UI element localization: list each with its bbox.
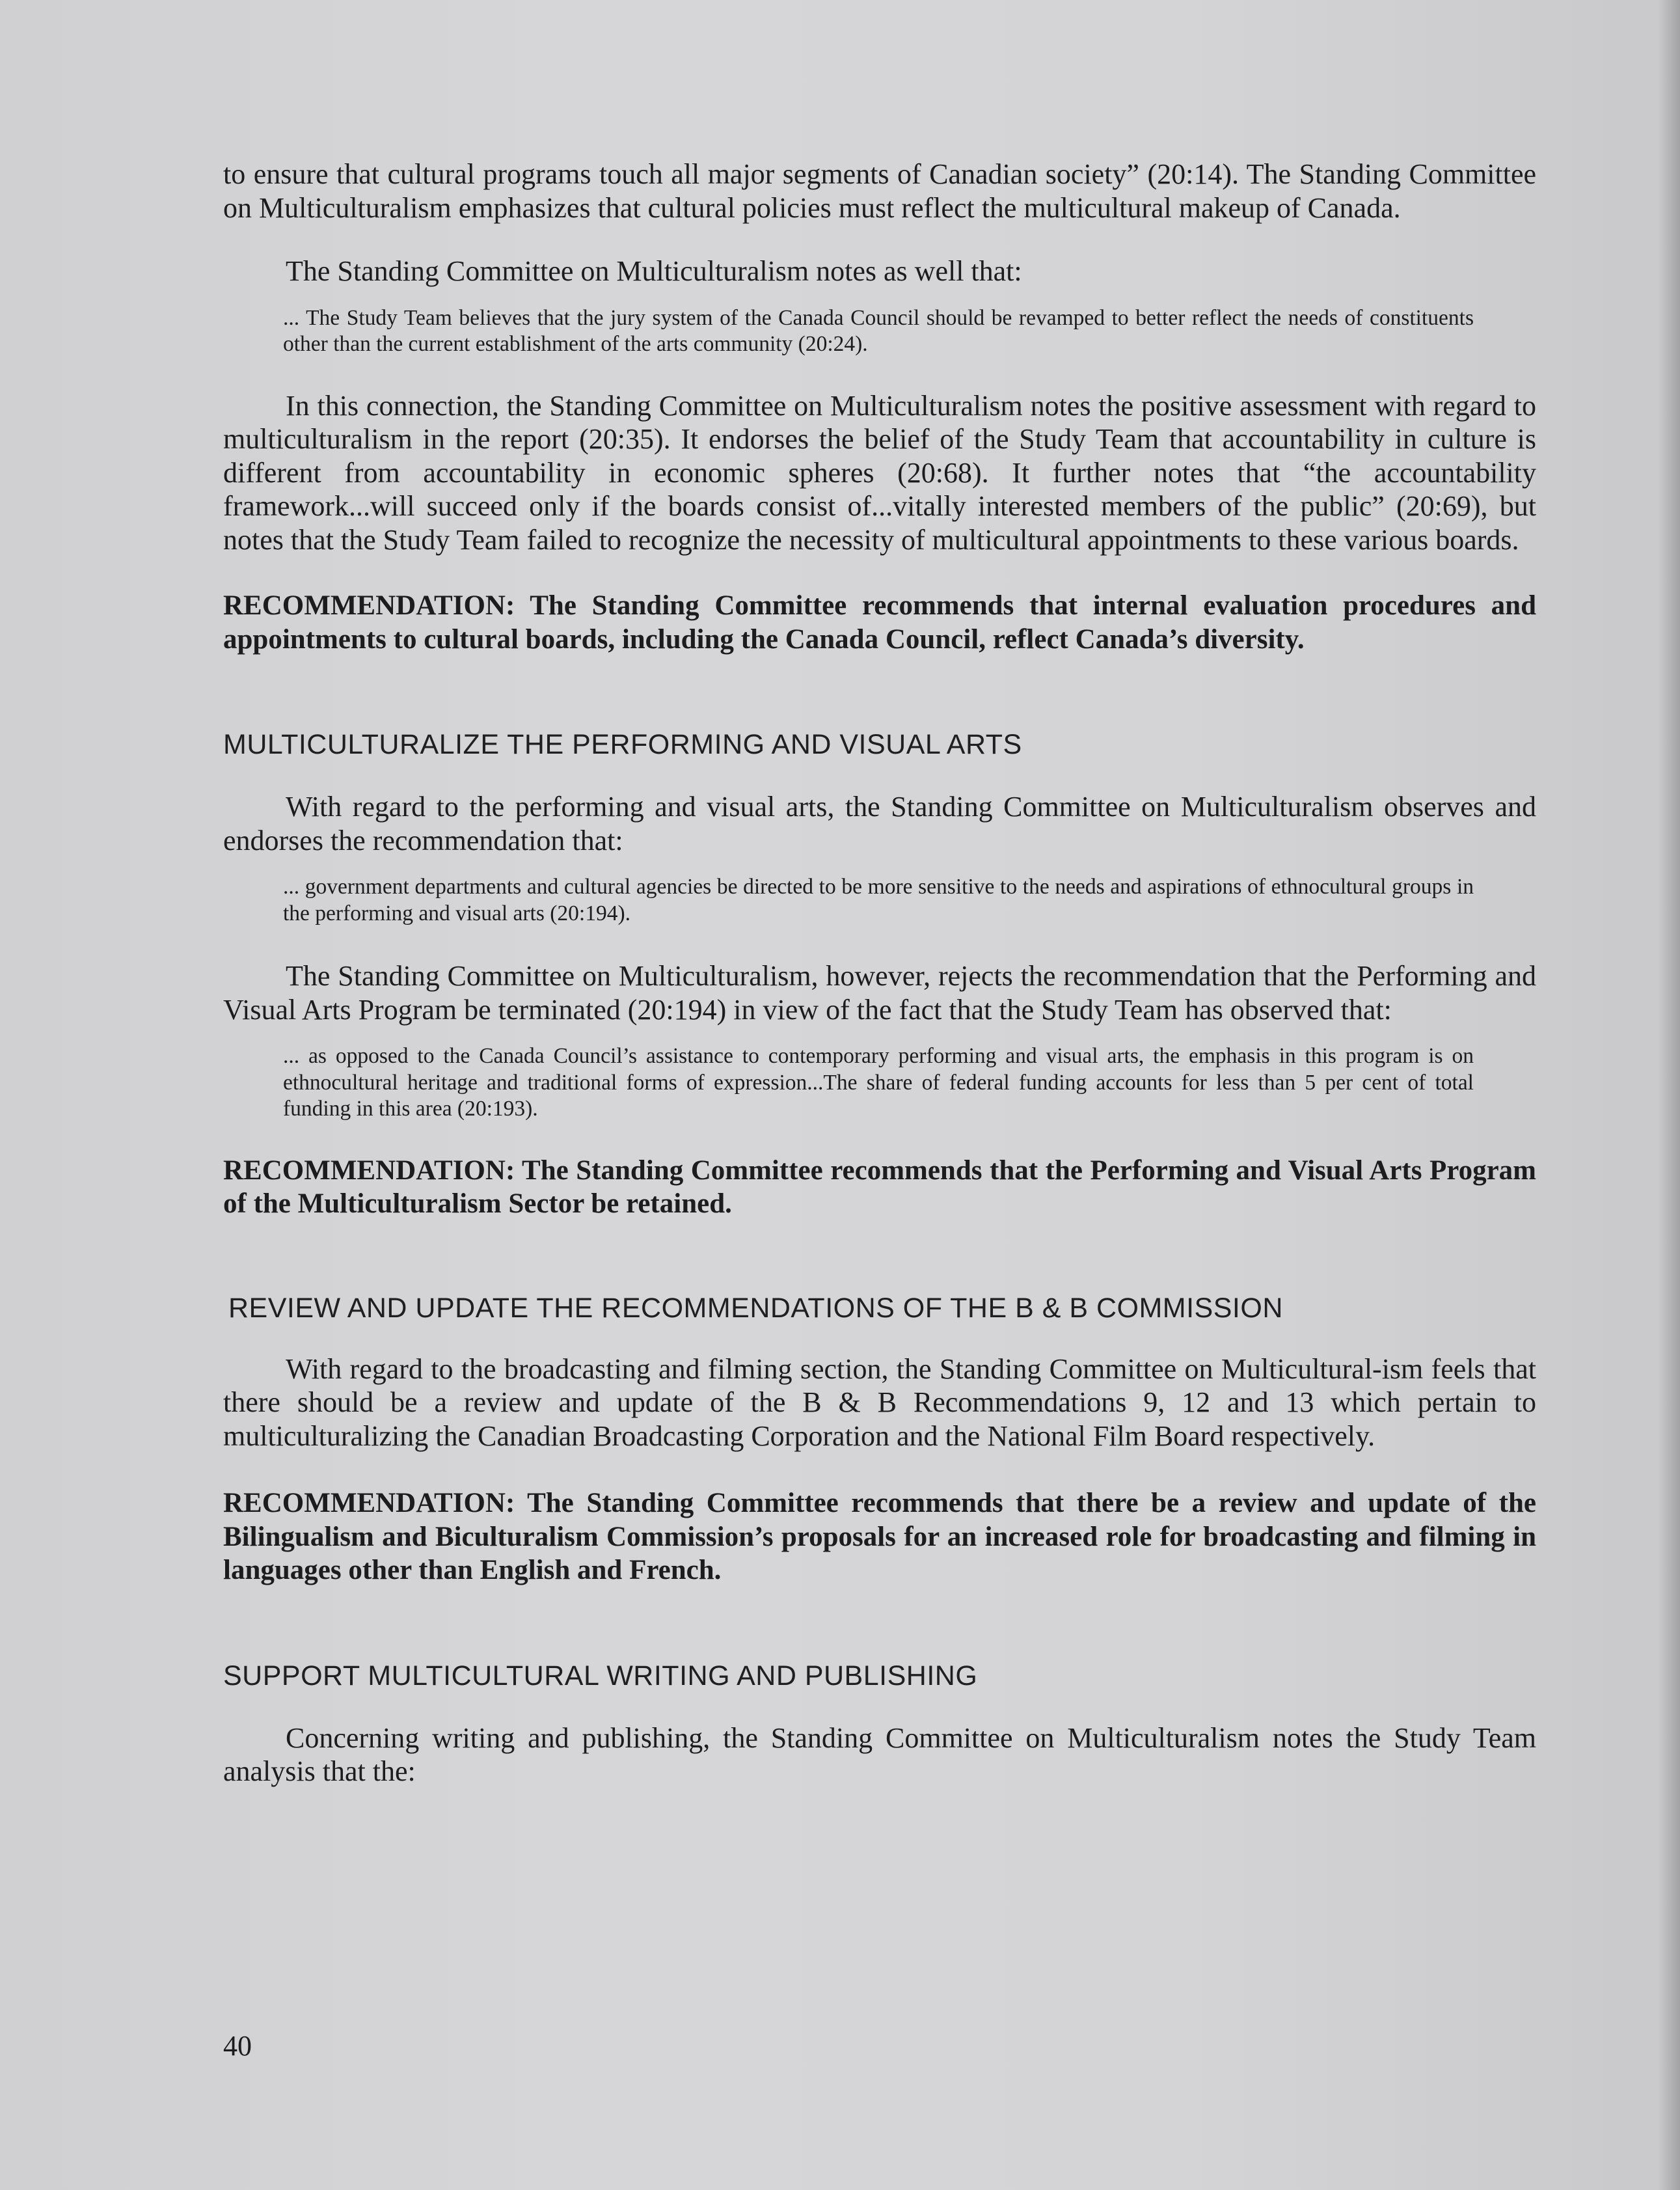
page-number: 40 [223,2030,252,2062]
paragraph-positive-assessment: In this connection, the Standing Committee on Multiculturalism notes the positive assessment with regard to multiculturalism in the report (20:35). It endorses the belief of the Study Team that accountability in culture is different from accountability in economic spheres (20:68). It further notes that “the accountability framework...will succeed only if the boards consist of...vitally interested members of the public” (20:69), but notes that the Study Team failed to recognize the necessity of multicultural appointments to these various boards. [223,389,1536,556]
paragraph-cultural-programs: to ensure that cultural programs touch all major segments of Canadian society” (20:14). The Standing Committee on Multiculturalism emphasizes that cultural policies must reflect the multicultural makeup of Canada. [223,158,1536,224]
paragraph-writing-publishing: Concerning writing and publishing, the Standing Committee on Multiculturalism notes the Study Team analysis that the: [223,1721,1536,1787]
page-edge-shadow [1658,0,1680,2190]
section-heading-b-and-b-commission: REVIEW AND UPDATE THE RECOMMENDATIONS OF THE B & B COMMISSION [228,1292,1283,1324]
section-heading-writing-publishing: SUPPORT MULTICULTURAL WRITING AND PUBLISHING [223,1660,978,1691]
block-quote-canada-council-assistance: ... as opposed to the Canada Council’s assistance to contemporary performing and visual arts, the emphasis in this program is on ethnocultural heritage and traditional forms of expression...The share of federal funding accounts for less than 5 per cent of total funding in this area (20:193). [283,1044,1474,1121]
block-quote-government-departments: ... government departments and cultural agencies be directed to be more sensitive to the needs and aspirations of ethnocultural groups in the performing and visual arts (20:194). [283,875,1474,925]
paragraph-notes-as-well: The Standing Committee on Multiculturalism notes as well that: [286,255,1022,287]
paragraph-performing-visual-arts: With regard to the performing and visual arts, the Standing Committee on Multiculturalism observes and endorses the recommendation that: [223,791,1536,856]
document-page [223,157,1536,1788]
paragraph-broadcasting-filming: With regard to the broadcasting and filming section, the Standing Committee on Multicultural-ism feels that there should be a review and update of the B & B Recommendations 9, 12 and 13 which pertain to multiculturalizing the Canadian Broadcasting Corporation and the National Film Board respectively. [223,1352,1536,1452]
recommendation-bilingualism-commission: RECOMMENDATION: The Standing Committee recommends that there be a review and update of the Bilingualism and Biculturalism Commission’s proposals for an increased role for broadcasting and filming in languages other than English and French. [223,1488,1536,1585]
block-quote-jury-system: ... The Study Team believes that the jury system of the Canada Council should be revamped to better reflect the needs of constituents other than the current establishment of the arts community (20:24). [283,305,1474,356]
section-heading-performing-visual-arts: MULTICULTURALIZE THE PERFORMING AND VISUAL ARTS [223,729,1022,760]
paragraph-rejects-recommendation: The Standing Committee on Multiculturalism, however, rejects the recommendation that the Performing and Visual Arts Program be terminated (20:194) in view of the fact that the Study Team has observed that: [223,960,1536,1026]
recommendation-program-retained: RECOMMENDATION: The Standing Committee recommends that the Performing and Visual Arts Program of the Multiculturalism Sector be retained. [223,1155,1536,1219]
recommendation-cultural-boards: RECOMMENDATION: The Standing Committee recommends that internal evaluation procedures and appointments to cultural boards, including the Canada Council, reflect Canada’s diversity. [223,590,1536,655]
